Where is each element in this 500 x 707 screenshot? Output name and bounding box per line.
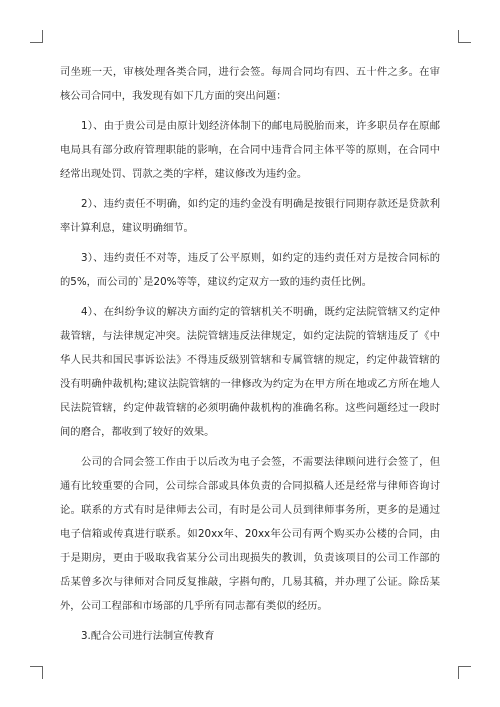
paragraph-continuation: 司坐班一天，审核处理各类合同，进行会签。每周合同均有四、五十件之多。在审核公司合同中，我发现有如下几方面的突出问题： [60, 66, 440, 102]
crop-mark-top-left [30, 30, 43, 43]
paragraph-item-1: 1）、由于贵公司是由原计划经济体制下的邮电局脱胎而来，许多职员存在原邮电局具有部分政府管理职能的影响，在合同中违背合同主体平等的原则，在合同中经常出现处罚、罚款之类的字样，建议修改为违约金。 [60, 120, 440, 180]
paragraph-item-3: 3）、违约责任不对等，违反了公平原则，如约定的违约责任对方是按合同标的的5%，而公司的`是20%等等，建议约定双方一致的违约责任比例。 [60, 252, 440, 288]
document-body [60, 60, 440, 648]
paragraph-item-2: 2）、违约责任不明确，如约定的违约金没有明确是按银行同期存款还是贷款利率计算利息，建议明确细节。 [60, 198, 440, 234]
crop-mark-bottom-right [458, 666, 471, 679]
section-heading: 3.配合公司进行法制宣传教育 [81, 630, 215, 642]
paragraph-item-4: 4）、在纠纷争议的解决方面约定的管辖机关不明确，既约定法院管辖又约定仲裁管辖，与法律规定冲突。法院管辖违反法律规定，如约定法院的管辖违反了《中华人民共和国民事诉讼法》不得违反级别管辖和专属管辖的规定，约定仲裁管辖的没有明确仲裁机构;建议法院管辖的一律修改为约定为在甲方所在地或乙方所在地人民法院管辖，约定仲裁管辖的必须明确仲裁机构的准确名称。这些问题经过一段时间的磨合，都收到了较好的效果。 [60, 306, 440, 438]
crop-mark-bottom-left [30, 666, 43, 679]
crop-mark-top-right [458, 30, 471, 43]
paragraph-contract-signing: 公司的合同会签工作由于以后改为电子会签，不需要法律顾问进行会签了，但通有比较重要的合同，公司综合部或具体负责的合同拟稿人还是经常与律师咨询讨论。联系的方式有时是律师去公司，有时是公司人员到律师事务所，更多的是通过电子信箱或传真进行联系。如20xx年、20xx年公司有两个购买办公楼的合同，由于是期房，更由于吸取我省某分公司出现损失的教训，负责该项目的公司工作部的岳某曾多次与律师对合同反复推敲，字斟句酌，几易其稿，并办理了公证。除岳某外，公司工程部和市场部的几乎所有同志都有类似的经历。 [60, 456, 440, 612]
